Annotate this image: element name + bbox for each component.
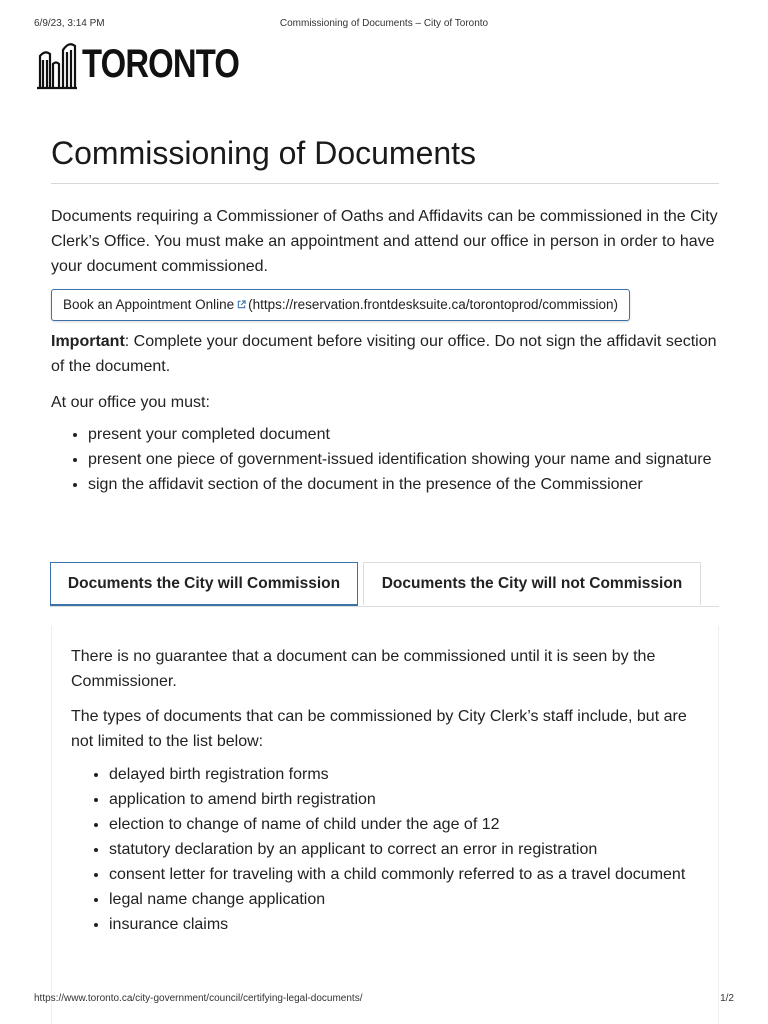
list-item: • present one piece of government-issued identification showing your name and signature <box>88 447 719 472</box>
toronto-city-hall-logo-icon <box>36 38 78 90</box>
page-number: 1/2 <box>720 993 734 1004</box>
list-item: • insurance claims <box>109 912 696 937</box>
intro-paragraph: Documents requiring a Commissioner of Oaths and Affidavits can be commissioned in the City Clerk’s Office. You must make an appointment and attend our office in person in order to have your document commissioned. <box>51 208 718 275</box>
toronto-logo[interactable] <box>36 38 274 90</box>
documents-list <box>71 762 696 937</box>
print-footer <box>34 993 734 1007</box>
important-text: : Complete your document before visiting our office. Do not sign the affidavit section of the document. <box>51 333 717 375</box>
tab-will-commission[interactable]: Documents the City will Commission <box>50 562 358 606</box>
list-item: • election to change of name of child under the age of 12 <box>109 812 696 837</box>
list-item: • legal name change application <box>109 887 696 912</box>
panel-paragraph-types: The types of documents that can be commissioned by City Clerk’s staff include, but are not limited to the list below: <box>71 708 687 750</box>
print-datetime: 6/9/23, 3:14 PM <box>34 18 105 29</box>
book-appointment-box <box>51 289 630 321</box>
book-appointment-link[interactable] <box>63 297 248 312</box>
list-item: • statutory declaration by an applicant to correct an error in registration <box>109 837 696 862</box>
at-office-heading: At our office you must: <box>51 394 210 411</box>
print-doc-title: Commissioning of Documents – City of Toronto <box>279 18 489 29</box>
important-note <box>51 329 719 379</box>
list-item: • present your completed document <box>88 422 719 447</box>
list-item: • application to amend birth registration <box>109 787 696 812</box>
book-appointment-url: (https://reservation.frontdesksuite.ca/torontoprod/commission) <box>248 297 619 312</box>
list-item: • delayed birth registration forms <box>109 762 696 787</box>
document-tabs <box>50 562 719 607</box>
logo-wordmark: TORONTO <box>82 42 240 86</box>
requirements-list <box>51 422 719 497</box>
list-item: • consent letter for traveling with a child commonly referred to as a travel document <box>109 862 696 887</box>
title-divider <box>51 183 719 184</box>
list-item: • sign the affidavit section of the document in the presence of the Commissioner <box>88 472 719 497</box>
book-appointment-label: Book an Appointment Online <box>63 297 235 312</box>
panel-paragraph-guarantee: There is no guarantee that a document can be commissioned until it is seen by the Commissioner. <box>71 648 656 690</box>
main-content <box>51 204 719 497</box>
important-label: Important <box>51 333 125 350</box>
external-link-icon <box>237 295 246 304</box>
print-header <box>34 18 734 32</box>
tab-panel <box>51 626 719 1024</box>
page-title: Commissioning of Documents <box>51 135 477 171</box>
print-footer-url: https://www.toronto.ca/city-government/council/certifying-legal-documents/ <box>34 993 363 1004</box>
tab-will-not-commission[interactable]: Documents the City will not Commission <box>363 562 701 605</box>
